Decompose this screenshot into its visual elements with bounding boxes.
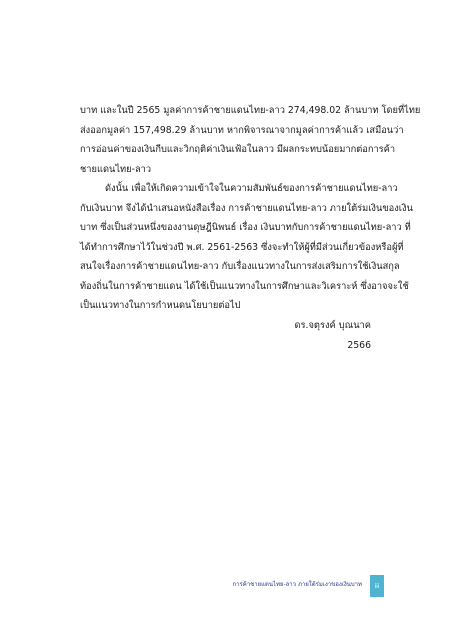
paragraph-line: ดังนั้น เพื่อให้เกิดความเข้าใจในความสัมพันธ์ของการค้าชายแดนไทย-ลาว xyxy=(105,183,398,194)
paragraph-line: กับเงินบาท จึงได้นำเสนอหนังสือเรื่อง การค้าชายแดนไทย-ลาว ภายใต้ร่มเงินของเงิน xyxy=(80,202,413,214)
paragraph-line: การอ่อนค่าของเงินกีบและวิกฤติค่าเงินเฟ้อในลาว มีผลกระทบน้อยมากต่อการค้า xyxy=(80,144,396,155)
paragraph-line: ส่งออกมูลค่า 157,498.29 ล้านบาท หากพิจารณาจากมูลค่าการค้าแล้ว เสมือนว่า xyxy=(80,124,404,136)
paragraph-line: ท้องถิ่นในการค้าชายแดน ได้ใช้เป็นแนวทางในการศึกษาและวิเคราะห์ ซึ่งอาจจะใช้ xyxy=(80,280,409,292)
running-title: การค้าชายแดนไทย-ลาว ภายใต้ร่มเงาของเงินบาท xyxy=(232,581,362,588)
page-number: iii xyxy=(374,582,380,590)
paragraph-line: บาท และในปี 2565 มูลค่าการค้าชายแดนไทย-ลาว 274,498.02 ล้านบาท โดยที่ไทย xyxy=(80,105,421,116)
paragraph-line: เป็นแนวทางในการกำหนดนโยบายต่อไป xyxy=(80,300,241,311)
paragraph-line: ชายแดนไทย-ลาว xyxy=(80,163,152,175)
paragraph-line: ได้ทำการศึกษาไว้ในช่วงปี พ.ศ. 2561-2563 ซึ่งจะทำให้ผู้ที่มีส่วนเกี่ยวข้องหรือผู้ที่ xyxy=(80,241,404,253)
signature-year: 2566 xyxy=(347,340,371,351)
page-number-badge xyxy=(370,575,384,597)
author-name: ดร.จตุรงค์ บุณนาค xyxy=(294,320,371,331)
body-text xyxy=(80,101,421,316)
page-footer xyxy=(0,575,453,597)
paragraph-line: บาท ซึ่งเป็นส่วนหนึ่งของงานดุษฎีนิพนธ์ เรื่อง เงินบาทกับการค้าชายแดนไทย-ลาว ที่ xyxy=(80,222,411,233)
paragraph-line: สนใจเรื่องการค้าชายแดนไทย-ลาว กับเรื่องแนวทางในการส่งเสริมการใช้เงินสกุล xyxy=(80,261,400,272)
